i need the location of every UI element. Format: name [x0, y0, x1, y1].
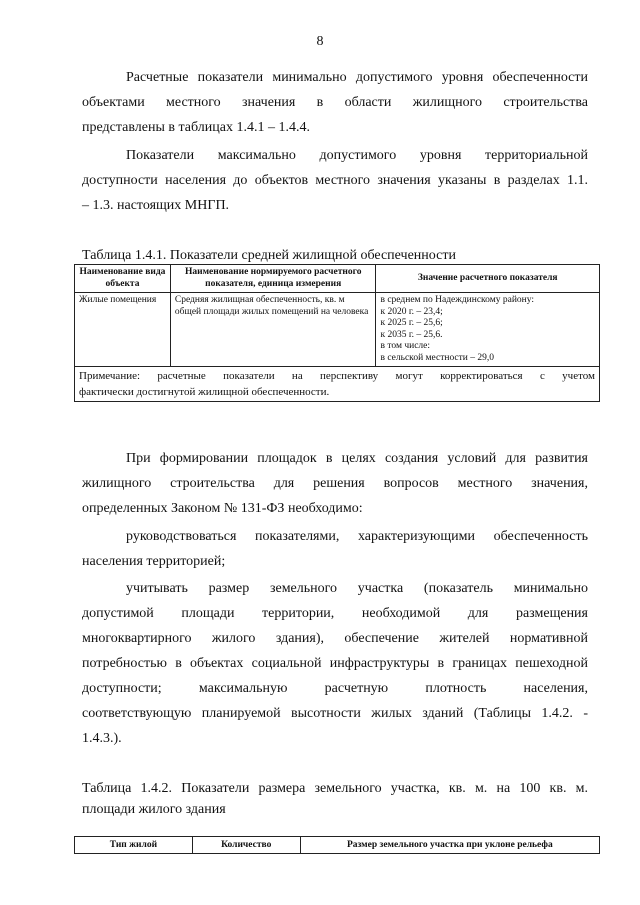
body-3-line-1: учитывать размер земельного участка (показатель минимально: [126, 581, 588, 596]
body-2-line-1: руководствоваться показателями, характеризующими обеспеченность: [126, 529, 588, 544]
value-line: в сельской местности – 29,0: [380, 352, 495, 363]
intro-1-line-2: объектами местного значения в области жилищного строительства: [82, 95, 588, 110]
intro-1-line-1: Расчетные показатели минимально допустимого уровня обеспеченности: [126, 70, 588, 85]
body-1-line-3: определенных Законом № 131-ФЗ необходимо:: [82, 501, 363, 516]
table-1-cell-indicator: Средняя жилищная обеспеченность, кв. м общей площади жилых помещений на человека: [170, 293, 376, 367]
value-line: к 2020 г. – 23,4;: [380, 306, 443, 317]
body-paragraph-3: [82, 576, 588, 751]
table-2-header-land-size: Размер земельного участка при уклоне рельефа: [300, 837, 599, 854]
body-1-line-2: жилищного строительства для решения вопросов местного значения,: [82, 476, 588, 491]
table-1-header-object-type: Наименование вида объекта: [75, 265, 171, 293]
body-3-line-2: допустимой площади территории, необходимой для размещения: [82, 606, 588, 621]
body-3-line-5: доступности; максимальную расчетную плотность населения,: [82, 681, 588, 696]
intro-2-line-2: доступности населения до объектов местного значения указаны в разделах 1.1.: [82, 173, 588, 188]
value-line: в среднем по Надеждинскому району:: [380, 295, 535, 305]
table-2-caption-line-2: площади жилого здания: [82, 802, 226, 817]
table-1-cell-object-type: Жилые помещения: [75, 293, 171, 367]
note-line-2: фактически достигнутой жилищной обеспеченности.: [79, 386, 330, 398]
table-1-header-row: [75, 265, 600, 293]
note-line-1: Примечание: расчетные показатели на перспективу могут корректироваться с учетом: [79, 370, 595, 382]
table-2-caption-line-1: Таблица 1.4.2. Показатели размера земельного участка, кв. м. на 100 кв. м.: [82, 781, 588, 796]
intro-paragraph-1: [82, 65, 588, 140]
table-2-header-type: Тип жилой: [75, 837, 193, 854]
table-2-header-row: [75, 837, 600, 854]
body-3-line-7: 1.4.3.).: [82, 731, 122, 746]
table-1-note: [75, 367, 600, 402]
intro-2-line-1: Показатели максимально допустимого уровня территориальной: [126, 148, 588, 163]
value-line: к 2035 г. – 25,6.: [380, 329, 443, 340]
intro-paragraph-2: [82, 143, 588, 218]
table-2-header-count: Количество: [192, 837, 300, 854]
table-2-caption: [82, 778, 588, 820]
page-number: 8: [316, 34, 324, 49]
body-2-line-2: населения территорией;: [82, 554, 226, 569]
body-3-line-3: многоквартирного жилого здания), обеспечение жителей нормативной: [82, 631, 588, 646]
table-1-4-2: [74, 836, 600, 854]
intro-1-line-3: представлены в таблицах 1.4.1 – 1.4.4.: [82, 120, 310, 135]
body-paragraph-1: [82, 446, 588, 521]
intro-2-line-3: – 1.3. настоящих МНГП.: [82, 198, 230, 213]
body-3-line-6: соответствующую планируемой высотности жилых зданий (Таблицы 1.4.2. -: [82, 706, 588, 721]
table-1-caption: Таблица 1.4.1. Показатели средней жилищной обеспеченности: [82, 248, 456, 263]
body-1-line-1: При формировании площадок в целях создания условий для развития: [126, 451, 588, 466]
table-row: [75, 293, 600, 367]
body-paragraph-2: [82, 524, 588, 574]
body-3-line-4: потребностью в объектах социальной инфраструктуры в границах пешеходной: [82, 656, 588, 671]
table-1-4-1: [74, 264, 600, 402]
value-line: к 2025 г. – 25,6;: [380, 318, 443, 328]
table-1-cell-values: [376, 293, 600, 367]
table-1-header-value: Значение расчетного показателя: [376, 265, 600, 293]
table-1-header-indicator: Наименование нормируемого расчетного показателя, единица измерения: [170, 265, 376, 293]
value-line: в том числе:: [380, 341, 431, 351]
table-1-note-row: [75, 367, 600, 402]
